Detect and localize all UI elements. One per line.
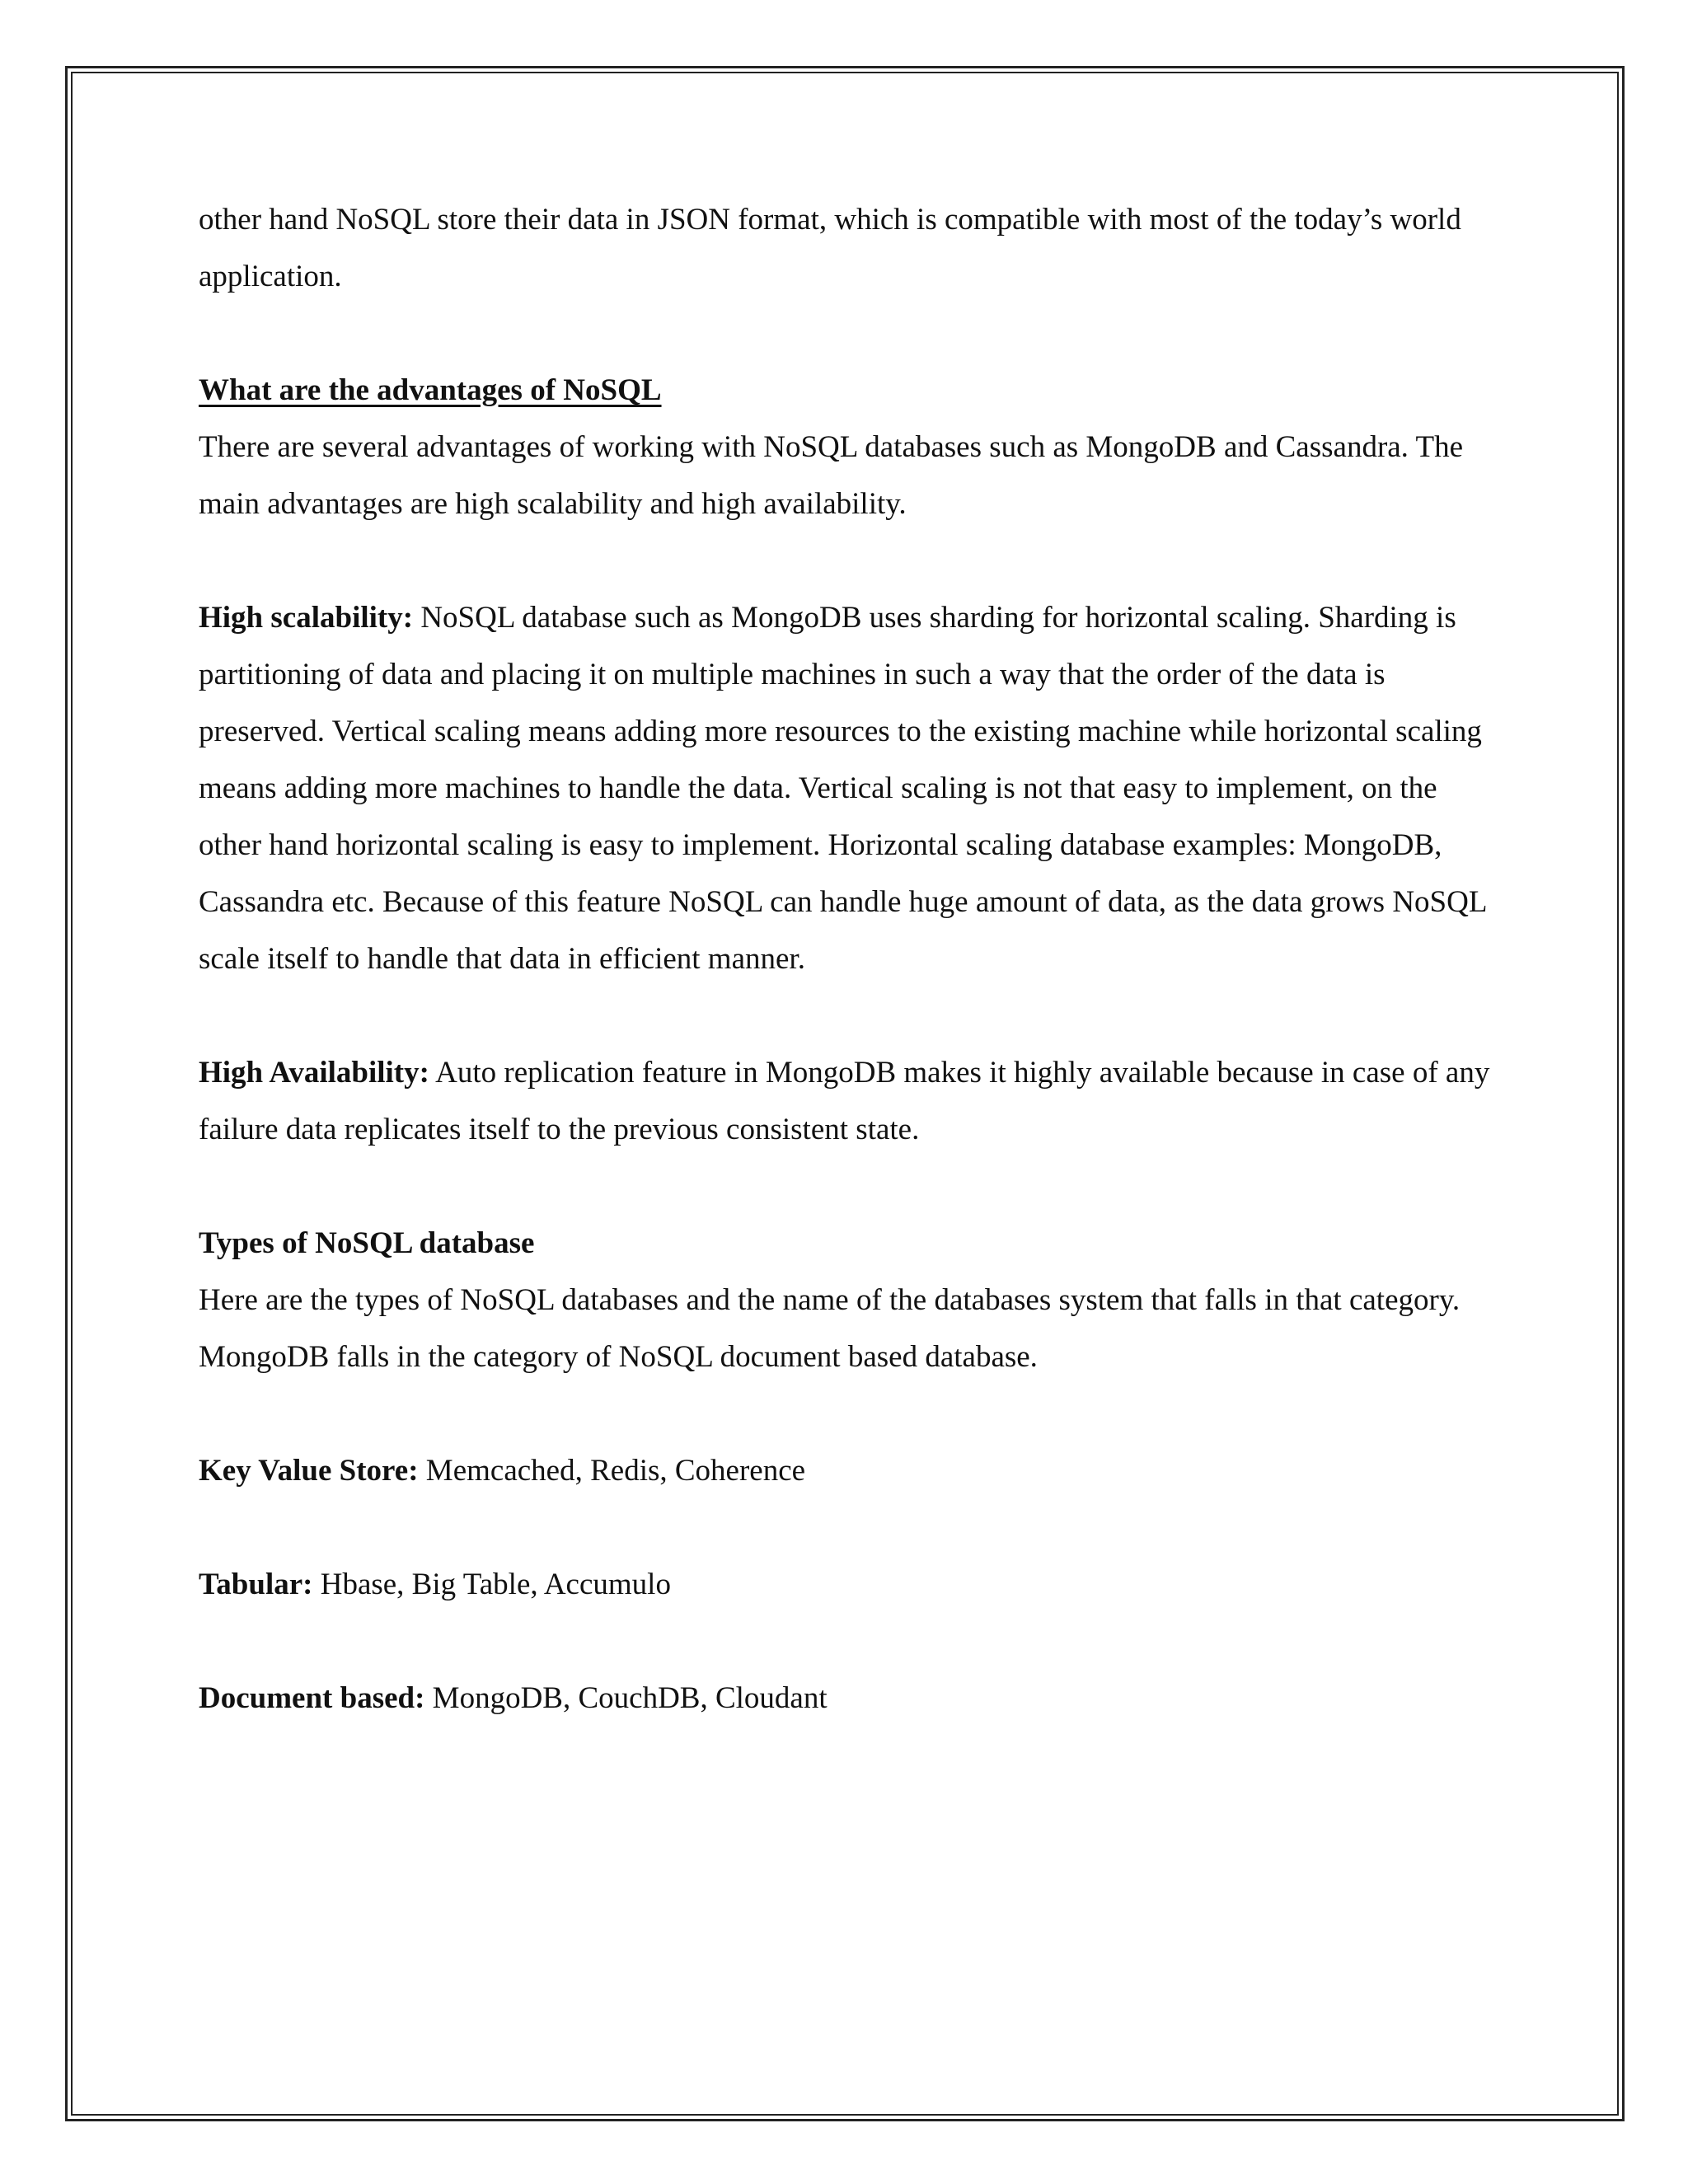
spacer: [199, 305, 1501, 362]
advantages-paragraph: There are several advantages of working with NoSQL databases such as MongoDB and Cassandra. The main advantages are high scalability and high availability.: [199, 430, 1464, 521]
document-body: [199, 191, 1501, 1727]
category-key-value: [199, 1442, 1501, 1499]
category-examples: Memcached, Redis, Coherence: [418, 1454, 806, 1488]
spacer: [199, 987, 1501, 1044]
category-term: Document based:: [199, 1681, 425, 1715]
scalability-term: High scalability:: [199, 601, 414, 635]
availability-term: High Availability:: [199, 1056, 429, 1090]
category-examples: MongoDB, CouchDB, Cloudant: [424, 1681, 828, 1715]
spacer: [199, 1158, 1501, 1215]
category-examples: Hbase, Big Table, Accumulo: [312, 1568, 671, 1601]
scalability-text: NoSQL database such as MongoDB uses sharding for horizontal scaling. Sharding is partitioning of data and placing it on multiple machines in such a way that the order of the data is preserved. Vertical scaling means adding more resources to the existing machine while horizontal scaling means adding more machines to handle the data. Vertical scaling is not that easy to implement, on the other hand horizontal scaling is easy to implement. Horizontal scaling database examples: MongoDB, Cassandra etc. Because of this feature NoSQL can handle huge amount of data, as the data grows NoSQL scale itself to handle that data in efficient manner.: [199, 601, 1487, 976]
spacer: [199, 532, 1501, 589]
availability-paragraph: [199, 1044, 1501, 1158]
scalability-paragraph: [199, 589, 1501, 987]
category-document-based: [199, 1670, 1501, 1727]
category-term: Tabular:: [199, 1568, 313, 1601]
spacer: [199, 1499, 1501, 1556]
advantages-heading: What are the advantages of NoSQL: [199, 373, 662, 407]
types-heading: Types of NoSQL database: [199, 1226, 535, 1260]
category-tabular: [199, 1556, 1501, 1613]
spacer: [199, 1385, 1501, 1442]
intro-continuation-paragraph: other hand NoSQL store their data in JSON format, which is compatible with most of the today’s world application.: [199, 203, 1461, 293]
spacer: [199, 1613, 1501, 1670]
category-term: Key Value Store:: [199, 1454, 419, 1488]
types-paragraph: Here are the types of NoSQL databases and the name of the databases system that falls in that category. MongoDB falls in the category of NoSQL document based database.: [199, 1283, 1461, 1374]
availability-text: Auto replication feature in MongoDB makes it highly available because in case of any failure data replicates itself to the previous consistent state.: [199, 1056, 1490, 1146]
